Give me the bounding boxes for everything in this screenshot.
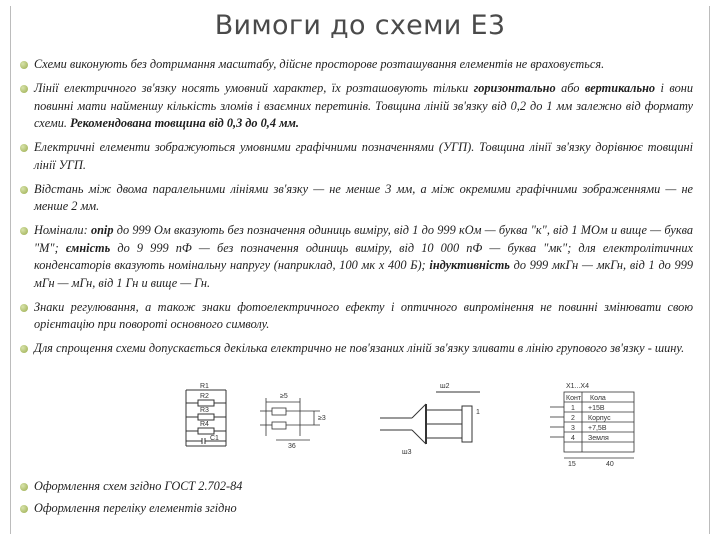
- table-header-cell: Кола: [590, 395, 606, 402]
- bullet-dot-icon: [20, 61, 28, 69]
- bus-label: ш3: [402, 449, 412, 456]
- bullet-text: Відстань між двома паралельними лініями зв'язку — не менше 3 мм, а між окремими графічними зображеннями — не менше 2 мм.: [34, 181, 693, 213]
- bullet-dot-icon: [20, 483, 28, 491]
- bullet-text: і вони повинні мати найменшу кількість зломів і взаємних перетинів. Товщина ліній зв'язку від 0,2 до 1 мм залежно від формату схеми.: [34, 81, 693, 130]
- bullet-emphasis: горизонтально: [473, 81, 556, 95]
- table-cell: Земля: [588, 435, 609, 442]
- bullet-text: Схеми виконують без дотримання масштабу, дійсне просторове розташування елементів не враховується.: [34, 57, 605, 71]
- dimension-label: ≥5: [280, 393, 288, 400]
- bullet-dot-icon: [20, 227, 28, 235]
- bullet-list: [20, 56, 693, 364]
- bullet-item: [20, 500, 693, 518]
- bullet-dot-icon: [20, 505, 28, 513]
- dimension-label: 15: [568, 461, 576, 468]
- bullet-text: Оформлення переліку елементів згідно: [34, 500, 237, 515]
- bullet-text: Знаки регулювання, а також знаки фотоелектричного ефекту і оптичного випромінення не повинні змінювати свою орієнтацію при повороті основного символу.: [34, 299, 693, 331]
- bullet-dot-icon: [20, 345, 28, 353]
- bullet-item: [20, 80, 693, 133]
- table-cell: +7,5В: [588, 425, 607, 432]
- bullet-text: до 999 Ом вказують без позначення одиниць виміру, від 1 до 999 кОм — буква "к", від 1 МОм и вище — буква "М";: [34, 223, 693, 255]
- bus-label: 1: [476, 409, 480, 416]
- resistor-label: R4: [200, 421, 209, 428]
- table-cell: Корпус: [588, 415, 611, 422]
- bullet-text: до 9 999 пФ — без позначення одиниць виміру, від 10 000 пФ — буква "мк"; для електролітичних конденсаторів вказують номінальну напругу (наприклад, 100 мк х 400 Б);: [34, 240, 693, 272]
- bullet-item: [20, 340, 693, 358]
- bullet-item: [20, 478, 693, 496]
- resistor-label: C1: [210, 435, 219, 442]
- bullet-emphasis: Рекомендована товщина від 0,3 до 0,4 мм.: [70, 116, 299, 130]
- bullet-text: до 999 мкГн — мкГн, від 1 до 999 мГн — мГн, від 1 Гн и вище — Гн.: [34, 258, 694, 290]
- bullet-text: Оформлення схем згідно ГОСТ 2.702-84: [34, 479, 243, 493]
- bullet-text: Лінії електричного зв'язку носять умовний характер, їх розташовують тільки: [34, 81, 474, 95]
- resistor-label: R1: [200, 383, 209, 390]
- bullet-item: [20, 56, 693, 74]
- bullet-text: Номінали:: [34, 223, 91, 237]
- table-header-cell: Конт: [566, 395, 582, 402]
- bullet-dot-icon: [20, 85, 28, 93]
- bottom-bullet-list: [20, 478, 693, 521]
- table-cell: +15В: [588, 405, 605, 412]
- bullet-text: або: [555, 81, 585, 95]
- bus-line-figure: [380, 392, 480, 444]
- bullet-emphasis: опір: [90, 223, 114, 237]
- bullet-emphasis: індуктивність: [429, 258, 510, 272]
- schematic-figures: [180, 378, 700, 478]
- bullet-dot-icon: [20, 186, 28, 194]
- bullet-dot-icon: [20, 304, 28, 312]
- dimension-label: ≥3: [318, 415, 326, 422]
- bullet-item: [20, 222, 693, 292]
- table-title: X1...X4: [566, 383, 589, 390]
- resistor-label: R2: [200, 393, 209, 400]
- dimension-label: 36: [288, 443, 296, 450]
- bullet-text: Електричні елементи зображуються умовними графічними позначеннями (УГП). Товщина лінії зв'язку дорівнює товщині лінії УГП.: [34, 140, 693, 172]
- bullet-text: Для спрощення схеми допускається декілька електрично не пов'язаних ліній зв'язку зливати в лінію групового зв'язку - шину.: [34, 341, 685, 355]
- bullet-item: [20, 139, 693, 174]
- bullet-dot-icon: [20, 144, 28, 152]
- dimension-label: 40: [606, 461, 614, 468]
- spacing-dimension-figure: [260, 398, 320, 440]
- bullet-item: [20, 299, 693, 334]
- bus-label: ш2: [440, 383, 450, 390]
- table-cell: 2: [571, 415, 575, 422]
- bullet-emphasis: вертикально: [584, 81, 656, 95]
- table-cell: 4: [571, 435, 575, 442]
- table-cell: 3: [571, 425, 575, 432]
- slide-title: Вимоги до схеми Е3: [214, 10, 506, 41]
- resistor-label: R3: [200, 407, 209, 414]
- bullet-item: [20, 181, 693, 216]
- bullet-emphasis: ємність: [65, 240, 111, 255]
- table-cell: 1: [571, 405, 575, 412]
